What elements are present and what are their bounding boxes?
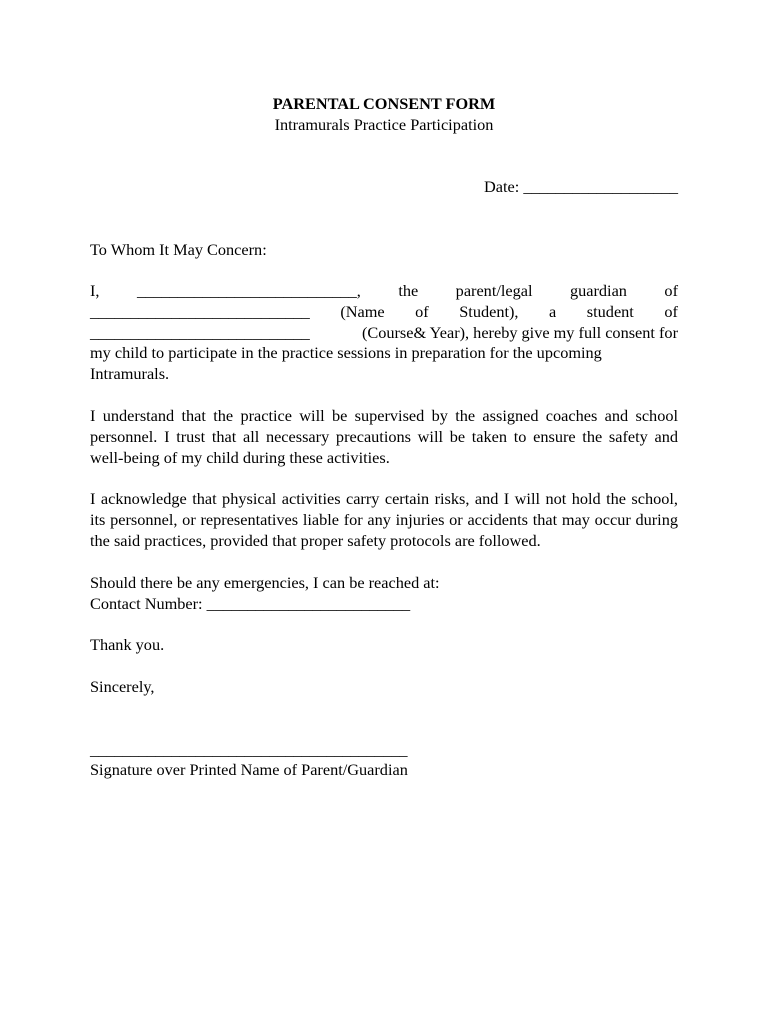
word-of-2: of <box>415 301 429 321</box>
signature-blank[interactable]: _______________________________________ <box>90 740 408 759</box>
word-a: a <box>549 301 557 321</box>
parent-name-blank[interactable]: ___________________________, <box>136 281 361 300</box>
course-year-blank[interactable]: ___________________________ <box>90 322 310 342</box>
word-guardian: guardian <box>569 281 627 300</box>
consent-line-2 <box>90 302 678 323</box>
consent-paragraph <box>90 281 678 385</box>
date-blank[interactable]: ___________________ <box>523 177 678 196</box>
word-the: the <box>398 281 419 300</box>
contact-label: Contact Number: <box>90 594 203 613</box>
word-name-open: (Name <box>340 301 385 321</box>
thank-you: Thank you. <box>90 635 165 654</box>
form-title: PARENTAL CONSENT FORM <box>272 94 496 113</box>
word-student: student <box>586 301 634 321</box>
word-of: of <box>664 281 678 300</box>
contact-number-row <box>90 593 678 614</box>
form-subtitle: Intramurals Practice Participation <box>274 115 494 134</box>
salutation: To Whom It May Concern: <box>90 240 267 259</box>
consent-line-5: Intramurals. <box>90 364 170 384</box>
word-parent-legal: parent/legal <box>455 281 533 300</box>
consent-line-4 <box>90 343 678 364</box>
closing: Sincerely, <box>90 677 155 696</box>
consent-line-4-text: my child to participate in the practice sessions in preparation for the upcoming <box>90 343 602 363</box>
contact-number-blank[interactable]: _________________________ <box>206 594 411 613</box>
date-field <box>90 176 678 197</box>
liability-paragraph: I acknowledge that physical activities carry certain risks, and I will not hold the school, its personnel, or representatives liable for any injuries or accidents that may occur during the said practices, provided that proper safety protocols are followed. <box>90 489 678 550</box>
word-i: I, <box>90 281 100 300</box>
supervision-paragraph: I understand that the practice will be supervised by the assigned coaches and school personnel. I trust that all necessary precautions will be taken to ensure the safety and well-being of my child during these activities. <box>90 406 678 467</box>
signature-label: Signature over Printed Name of Parent/Guardian <box>90 760 408 779</box>
consent-line-3 <box>90 323 678 344</box>
word-student-close: Student), <box>459 301 519 321</box>
student-name-blank[interactable]: ___________________________ <box>90 301 310 321</box>
emergency-text: Should there be any emergencies, I can be reached at: <box>90 573 440 592</box>
emergency-contact <box>90 572 678 614</box>
date-label: Date: <box>483 177 520 196</box>
word-of-3: of <box>664 301 678 321</box>
consent-line-1 <box>90 281 678 302</box>
course-text: (Course& Year), hereby give my full consent for <box>361 322 678 342</box>
